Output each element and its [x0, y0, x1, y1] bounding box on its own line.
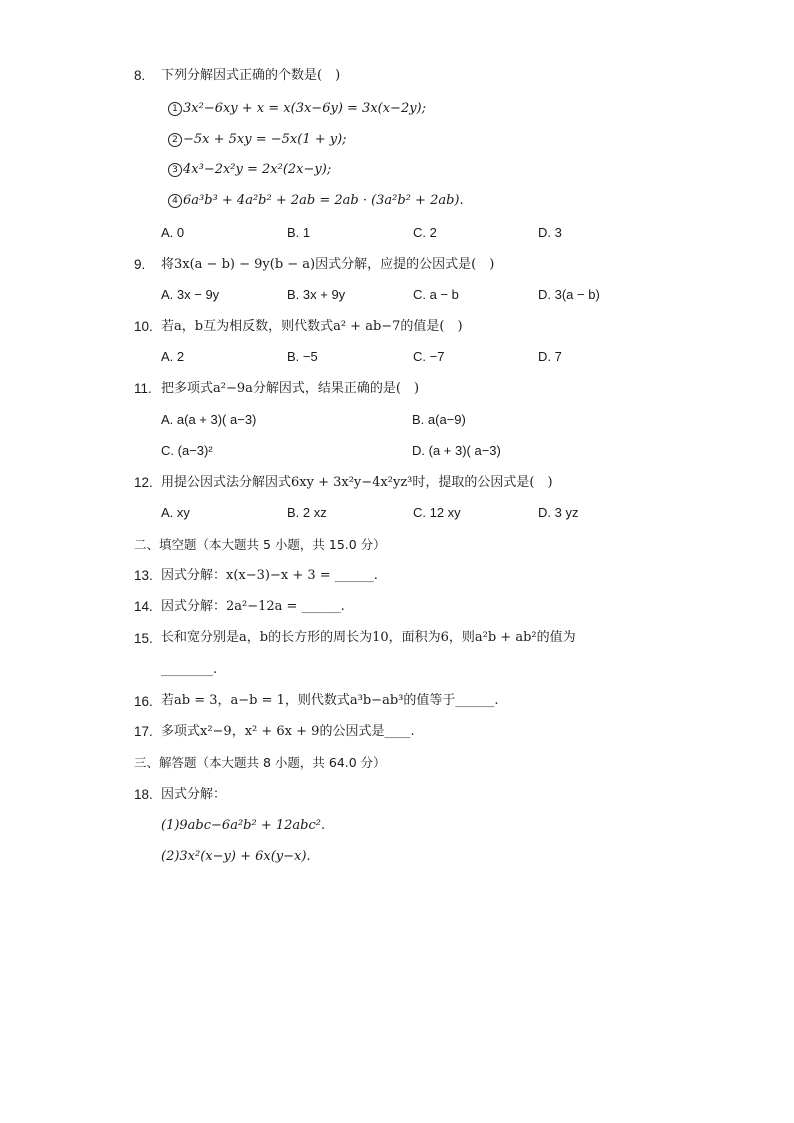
statement-item	[168, 161, 331, 179]
answer-option-c[interactable]: C. −7	[413, 349, 445, 364]
statement-expression: 4x³−2x²y = 2x²(2x−y);	[183, 162, 332, 177]
answer-option-c[interactable]: C. 12 xy	[413, 505, 461, 520]
question-number: 9.	[134, 257, 146, 272]
answer-option-c[interactable]: C. 2	[413, 225, 437, 240]
question-stem: 因式分解：	[161, 787, 227, 802]
section-heading: 二、填空题（本大题共 5 小题，共 15.0 分）	[134, 537, 386, 552]
answer-option-a[interactable]: A. 0	[161, 225, 185, 240]
question-number: 11.	[134, 381, 152, 396]
answer-option-c[interactable]: C. (a−3)²	[161, 443, 213, 458]
answer-option-a[interactable]: A. xy	[161, 505, 190, 520]
question-number: 10.	[134, 319, 153, 334]
statement-expression: 3x²−6xy + x = x(3x−6y) = 3x(x−2y);	[183, 101, 427, 116]
circled-number: 4	[168, 194, 182, 208]
statement-item	[168, 192, 464, 210]
question-stem: 用提公因式法分解因式6xy + 3x²y−4x²yz³时，提取的公因式是( )	[161, 475, 553, 490]
statement-expression: −5x + 5xy = −5x(1 + y);	[183, 132, 347, 147]
question-stem: 长和宽分别是a，b的长方形的周长为10，面积为6，则a²b + ab²的值为	[161, 630, 576, 645]
answer-option-a[interactable]: A. a(a + 3)( a−3)	[161, 412, 257, 427]
question-stem: 将3x(a − b) − 9y(b − a)因式分解，应提的公因式是( )	[161, 257, 495, 272]
question-number: 17.	[134, 724, 153, 739]
question-number: 14.	[134, 599, 153, 614]
answer-option-d[interactable]: D. (a + 3)( a−3)	[412, 443, 501, 458]
answer-option-d[interactable]: D. 7	[538, 349, 562, 364]
answer-option-a[interactable]: A. 3x − 9y	[161, 287, 220, 302]
circled-number: 2	[168, 133, 182, 147]
question-number: 12.	[134, 475, 153, 490]
answer-option-d[interactable]: D. 3	[538, 225, 562, 240]
question-number: 16.	[134, 694, 153, 709]
statement-item	[168, 131, 347, 149]
circled-number: 3	[168, 163, 182, 177]
answer-option-b[interactable]: B. 2 xz	[287, 505, 327, 520]
answer-option-d[interactable]: D. 3 yz	[538, 505, 579, 520]
question-number: 8.	[134, 68, 146, 83]
section-heading: 三、解答题（本大题共 8 小题，共 64.0 分）	[134, 755, 386, 770]
question-stem: 把多项式a²−9a分解因式，结果正确的是( )	[161, 381, 420, 396]
question-stem: 若a，b互为相反数，则代数式a² + ab−7的值是( )	[161, 319, 463, 334]
answer-option-d[interactable]: D. 3(a − b)	[538, 287, 600, 302]
answer-blank: ________.	[161, 662, 218, 677]
answer-option-b[interactable]: B. 3x + 9y	[287, 287, 346, 302]
statement-expression: 6a³b³ + 4a²b² + 2ab = 2ab · (3a²b² + 2ab).	[183, 193, 464, 208]
question-stem: 因式分解：x(x−3)−x + 3 = ______.	[161, 568, 378, 583]
answer-option-a[interactable]: A. 2	[161, 349, 185, 364]
circled-number: 1	[168, 102, 182, 116]
sub-question: (2)3x²(x−y) + 6x(y−x).	[161, 849, 311, 864]
answer-option-b[interactable]: B. a(a−9)	[412, 412, 466, 427]
answer-option-b[interactable]: B. −5	[287, 349, 318, 364]
question-number: 15.	[134, 631, 153, 646]
answer-option-b[interactable]: B. 1	[287, 225, 311, 240]
question-stem: 若ab = 3，a−b = 1，则代数式a³b−ab³的值等于______.	[161, 693, 499, 708]
sub-question: (1)9abc−6a²b² + 12abc².	[161, 818, 326, 833]
question-number: 18.	[134, 787, 153, 802]
question-stem: 多项式x²−9，x² + 6x + 9的公因式是____.	[161, 724, 415, 739]
answer-option-c[interactable]: C. a − b	[413, 287, 459, 302]
question-number: 13.	[134, 568, 153, 583]
question-stem: 因式分解：2a²−12a = ______.	[161, 599, 345, 614]
statement-item	[168, 100, 426, 118]
question-stem: 下列分解因式正确的个数是( )	[161, 68, 341, 83]
